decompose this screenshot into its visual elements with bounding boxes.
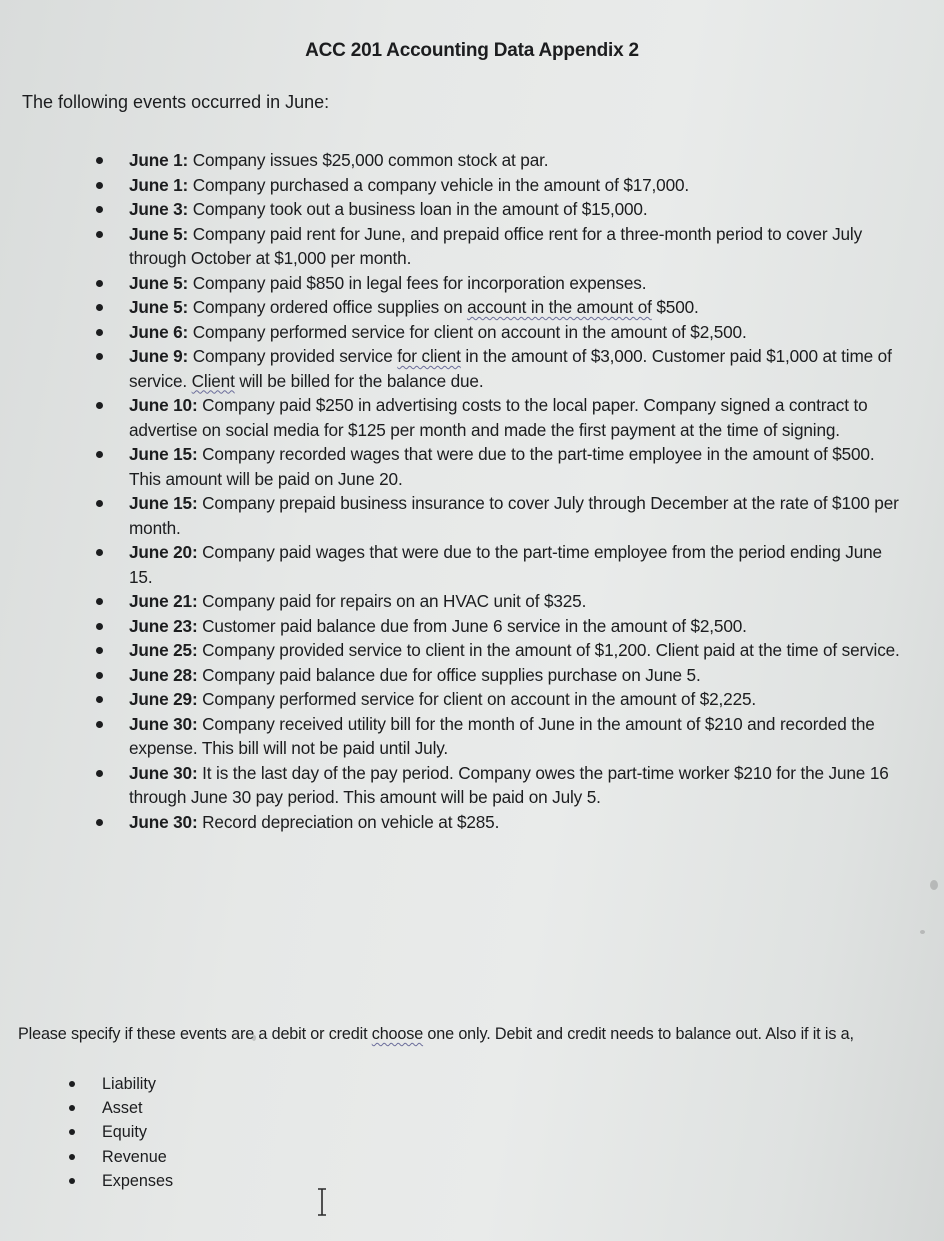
event-item <box>0 810 944 835</box>
event-item <box>0 663 944 688</box>
bullet-icon <box>96 647 103 654</box>
bullet-icon <box>96 451 103 458</box>
category-item-liability <box>0 1072 173 1096</box>
event-date: June 5: <box>129 223 189 244</box>
event-text: Company ordered office supplies on <box>188 297 468 317</box>
paper-speck <box>920 930 925 934</box>
event-date: June 25: <box>129 640 198 660</box>
event-date: June 20: <box>129 542 198 562</box>
event-date: June 21: <box>129 591 198 611</box>
text-cursor-icon <box>316 1188 328 1216</box>
event-item <box>0 393 944 442</box>
event-text: in the amount of $3,000. Customer paid $1,000 at time of service. <box>129 346 892 391</box>
category-label: Expenses <box>102 1171 174 1190</box>
bullet-icon <box>96 206 103 213</box>
category-item-revenue <box>0 1145 173 1169</box>
event-text: Company issues $25,000 common stock at par. <box>188 150 549 170</box>
bullet-icon <box>96 402 103 409</box>
event-item <box>0 638 944 663</box>
event-text: Customer paid balance due from June 6 service in the amount of $2,500. <box>197 615 747 636</box>
instructions-part: one only. Debit and credit needs to balance out. Also if it is a, <box>423 1025 854 1043</box>
bullet-icon <box>96 598 103 605</box>
event-item <box>0 687 944 712</box>
event-text: Company recorded wages that were due to the part-time employee in the amount of $500. This amount will be paid on June 20. <box>129 444 875 489</box>
event-item <box>0 271 944 296</box>
category-item-equity <box>0 1120 173 1144</box>
event-date: June 6: <box>129 321 189 342</box>
event-item <box>0 540 944 589</box>
bullet-icon <box>96 696 103 703</box>
event-date: June 10: <box>129 395 198 415</box>
event-text: Company paid $850 in legal fees for incorporation expenses. <box>188 272 647 293</box>
bullet-icon <box>96 329 103 336</box>
bullet-icon <box>96 353 103 360</box>
instructions-part: Please specify if these events are a debit or credit <box>18 1025 372 1043</box>
spellcheck-underlined-text: account in the amount of <box>467 297 652 317</box>
event-text: Company paid rent for June, and prepaid office rent for a three-month period to cover July through October at $1,000 per month. <box>129 223 863 268</box>
bullet-icon <box>96 672 103 679</box>
event-date: June 28: <box>129 664 198 685</box>
event-item <box>0 295 944 320</box>
category-label: Asset <box>102 1099 143 1118</box>
event-date: June 1: <box>129 174 189 195</box>
event-text: will be billed for the balance due. <box>234 370 484 391</box>
event-text: Company paid $250 in advertising costs to the local paper. Company signed a contract to advertise on social media for $125 per month and made the first payment at the time of signing. <box>129 395 868 440</box>
event-date: June 29: <box>129 689 198 709</box>
event-text: Company provided service to client in the amount of $1,200. Client paid at the time of service. <box>197 640 900 660</box>
bullet-icon <box>69 1081 75 1087</box>
bullet-icon <box>96 304 103 311</box>
account-categories-list <box>0 1072 173 1193</box>
event-text: It is the last day of the pay period. Company owes the part-time worker $210 for the June 16 through June 30 pay period. This amount will be paid on July 5. <box>129 762 889 807</box>
event-text: Company performed service for client on account in the amount of $2,500. <box>188 321 747 342</box>
events-list <box>0 148 944 834</box>
intro-text: The following events occurred in June: <box>22 92 330 112</box>
event-item <box>0 320 944 345</box>
bullet-icon <box>96 770 103 777</box>
event-item <box>0 761 944 810</box>
event-date: June 9: <box>129 346 189 366</box>
bullet-icon <box>96 231 103 238</box>
event-text: Company paid for repairs on an HVAC unit of $325. <box>197 591 587 611</box>
event-text: $500. <box>651 297 699 317</box>
spellcheck-underlined-text: Client <box>191 370 235 391</box>
event-text: Record depreciation on vehicle at $285. <box>197 811 500 832</box>
event-text: Company paid balance due for office supplies purchase on June 5. <box>197 664 701 685</box>
category-item-expenses <box>0 1169 173 1193</box>
spellcheck-underlined-text: for client <box>397 346 461 366</box>
bullet-icon <box>69 1129 75 1135</box>
bullet-icon <box>96 549 103 556</box>
event-date: June 30: <box>129 713 198 734</box>
bullet-icon <box>96 157 103 164</box>
event-item <box>0 173 944 198</box>
category-label: Liability <box>102 1075 156 1093</box>
event-date: June 5: <box>129 297 189 317</box>
spellcheck-underlined-text: choose <box>371 1025 424 1043</box>
bullet-icon <box>96 623 103 630</box>
event-item <box>0 442 944 491</box>
paper-speck <box>252 1035 256 1041</box>
event-item <box>0 712 944 761</box>
event-date: June 30: <box>129 762 198 783</box>
event-item <box>0 222 944 271</box>
bullet-icon <box>96 182 103 189</box>
event-date: June 23: <box>129 615 198 636</box>
event-text: Company purchased a company vehicle in the amount of $17,000. <box>188 174 690 195</box>
category-item-asset <box>0 1096 173 1120</box>
event-item <box>0 148 944 173</box>
event-date: June 1: <box>129 150 189 170</box>
bullet-icon <box>96 721 103 728</box>
instructions-text <box>18 1022 898 1046</box>
category-label: Revenue <box>102 1147 167 1166</box>
event-text: Company paid wages that were due to the part-time employee from the period ending June 15. <box>129 542 882 587</box>
bullet-icon <box>69 1105 75 1111</box>
event-item <box>0 589 944 614</box>
event-item <box>0 491 944 540</box>
event-text: Company performed service for client on account in the amount of $2,225. <box>197 689 757 709</box>
paper-speck <box>930 880 938 890</box>
bullet-icon <box>96 500 103 507</box>
event-item <box>0 344 944 393</box>
bullet-icon <box>96 280 103 287</box>
bullet-icon <box>69 1178 75 1184</box>
bullet-icon <box>69 1154 75 1160</box>
event-date: June 5: <box>129 272 189 293</box>
event-date: June 15: <box>129 444 198 464</box>
event-date: June 3: <box>129 199 189 219</box>
event-text: Company prepaid business insurance to cover July through December at the rate of $100 per month. <box>129 493 899 538</box>
event-date: June 15: <box>129 493 198 513</box>
event-date: June 30: <box>129 811 198 832</box>
document-title: ACC 201 Accounting Data Appendix 2 <box>305 40 639 61</box>
event-text: Company received utility bill for the month of June in the amount of $210 and recorded the expense. This bill will not be paid until July. <box>129 713 875 758</box>
event-item <box>0 614 944 639</box>
event-item <box>0 197 944 222</box>
bullet-icon <box>96 819 103 826</box>
event-text: Company took out a business loan in the amount of $15,000. <box>188 199 648 219</box>
category-label: Equity <box>102 1123 147 1142</box>
event-text: Company provided service <box>188 346 398 366</box>
